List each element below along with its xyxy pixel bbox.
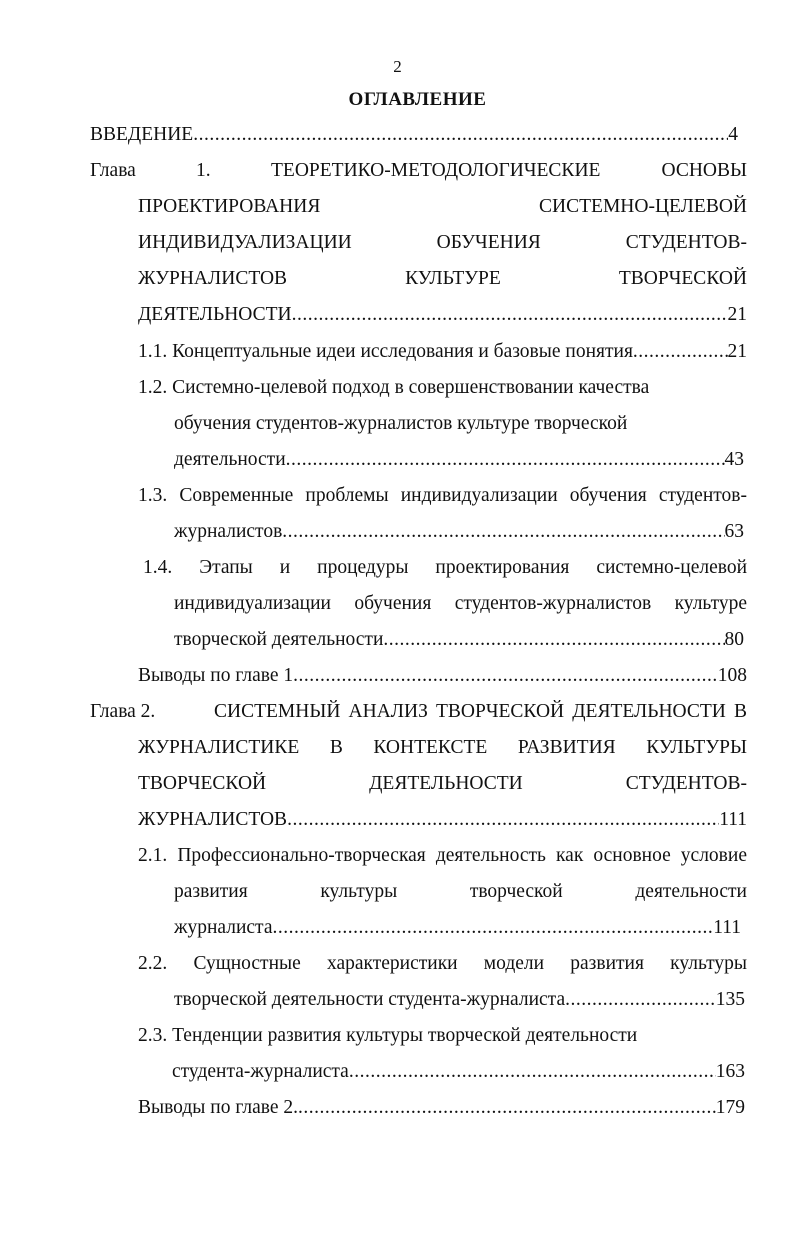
toc-entry-section-2-2: [174, 988, 745, 1012]
toc-section-1-4-line: 1.4. Этапы и процедуры проектирования системно-целевой: [143, 557, 747, 578]
chapter-2-title-line: ТВОРЧЕСКОЙ ДЕЯТЕЛЬНОСТИ СТУДЕНТОВ-: [138, 773, 747, 794]
dot-leader: [272, 916, 713, 940]
toc-entry-chapter-1: [138, 303, 747, 327]
toc-entry-section-1-1: [138, 340, 747, 364]
toc-page-number: 179: [715, 1097, 745, 1118]
dot-leader: [298, 1096, 716, 1120]
toc-entry-text: ВВЕДЕНИЕ: [90, 124, 194, 145]
dot-leader: [287, 808, 719, 832]
toc-page-number: 135: [715, 989, 745, 1010]
chapter-1-number: 1.: [196, 160, 211, 181]
dot-leader: [565, 988, 716, 1012]
dot-leader: [193, 123, 728, 147]
toc-page-number: 4: [728, 124, 738, 145]
page-number: 2: [393, 57, 402, 76]
toc-page-number: 21: [727, 341, 747, 362]
toc-entry-text: Выводы по главе 2.: [138, 1097, 298, 1118]
chapter-2-label: Глава 2.: [90, 701, 156, 722]
dot-leader: [292, 303, 728, 327]
toc-section-1-2-line: 1.2. Системно-целевой подход в совершенствовании качества: [138, 377, 650, 398]
toc-page-number: 111: [719, 809, 747, 830]
chapter-1-title-line: ПРОЕКТИРОВАНИЯ СИСТЕМНО-ЦЕЛЕВОЙ: [138, 196, 747, 217]
dot-leader: [349, 1060, 716, 1084]
toc-page-number: 163: [715, 1061, 745, 1082]
chapter-2-title-line: ЖУРНАЛИСТИКЕ В КОНТЕКСТЕ РАЗВИТИЯ КУЛЬТУРЫ: [138, 737, 747, 758]
toc-entry-text: творческой деятельности: [174, 629, 384, 650]
toc-section-1-3-line: 1.3. Современные проблемы индивидуализации обучения студентов-: [138, 485, 747, 506]
toc-page-number: 21: [727, 304, 747, 325]
toc-entry-chapter-2: [138, 808, 747, 832]
toc-entry-text: творческой деятельности студента-журналиста: [174, 989, 566, 1010]
toc-entry-section-1-4: [174, 628, 744, 652]
toc-entry-section-1-3: [174, 520, 744, 544]
toc-page-number: 43: [724, 449, 744, 470]
dot-leader: [282, 520, 724, 544]
toc-entry-text: журналистов: [174, 521, 283, 542]
toc-section-2-2-line: 2.2. Сущностные характеристики модели развития культуры: [138, 953, 747, 974]
toc-page-number: 108: [717, 665, 747, 686]
toc-section-2-1-line: развития культуры творческой деятельности: [174, 881, 747, 902]
dot-leader: [633, 340, 728, 364]
dot-leader: [286, 448, 725, 472]
toc-section-2-1-line: 2.1. Профессионально-творческая деятельность как основное условие: [138, 845, 747, 866]
toc-entry-intro: [90, 123, 738, 147]
chapter-2-title-line: СИСТЕМНЫЙ АНАЛИЗ ТВОРЧЕСКОЙ ДЕЯТЕЛЬНОСТИ В: [214, 701, 747, 722]
chapter-1-title-line: ИНДИВИДУАЛИЗАЦИИ ОБУЧЕНИЯ СТУДЕНТОВ-: [138, 232, 747, 253]
toc-section-2-3-line: 2.3. Тенденции развития культуры творческой деятельности: [138, 1025, 638, 1046]
toc-entry-section-2-3: [172, 1060, 745, 1084]
chapter-1-title-line: ЖУРНАЛИСТОВ КУЛЬТУРЕ ТВОРЧЕСКОЙ: [138, 268, 747, 289]
toc-entry-text: Выводы по главе 1: [138, 665, 294, 686]
toc-section-1-4-line: индивидуализации обучения студентов-журналистов культуре: [174, 593, 747, 614]
toc-entry-text: ДЕЯТЕЛЬНОСТИ: [138, 304, 292, 325]
toc-entry-text: студента-журналиста: [172, 1061, 349, 1082]
dot-leader: [383, 628, 724, 652]
page-title: ОГЛАВЛЕНИЕ: [348, 89, 487, 110]
toc-entry-section-2-1: [174, 916, 741, 940]
toc-page-number: 63: [724, 521, 744, 542]
toc-entry-text: деятельности: [174, 449, 286, 470]
chapter-1-label: Глава: [90, 160, 136, 181]
toc-entry-text: ЖУРНАЛИСТОВ: [138, 809, 288, 830]
toc-entry-text: 1.1. Концептуальные идеи исследования и базовые понятия: [138, 341, 633, 362]
toc-entry-conclusion-1: [138, 664, 747, 688]
toc-section-1-2-line: обучения студентов-журналистов культуре творческой: [174, 413, 628, 434]
toc-page-number: 80: [724, 629, 744, 650]
toc-entry-conclusion-2: [138, 1096, 745, 1120]
toc-page-number: 111: [713, 917, 741, 938]
toc-entry-section-1-2: [174, 448, 744, 472]
chapter-1-title-line: ТЕОРЕТИКО-МЕТОДОЛОГИЧЕСКИЕ ОСНОВЫ: [271, 160, 747, 181]
toc-entry-text: журналиста: [174, 917, 273, 938]
dot-leader: [293, 664, 718, 688]
